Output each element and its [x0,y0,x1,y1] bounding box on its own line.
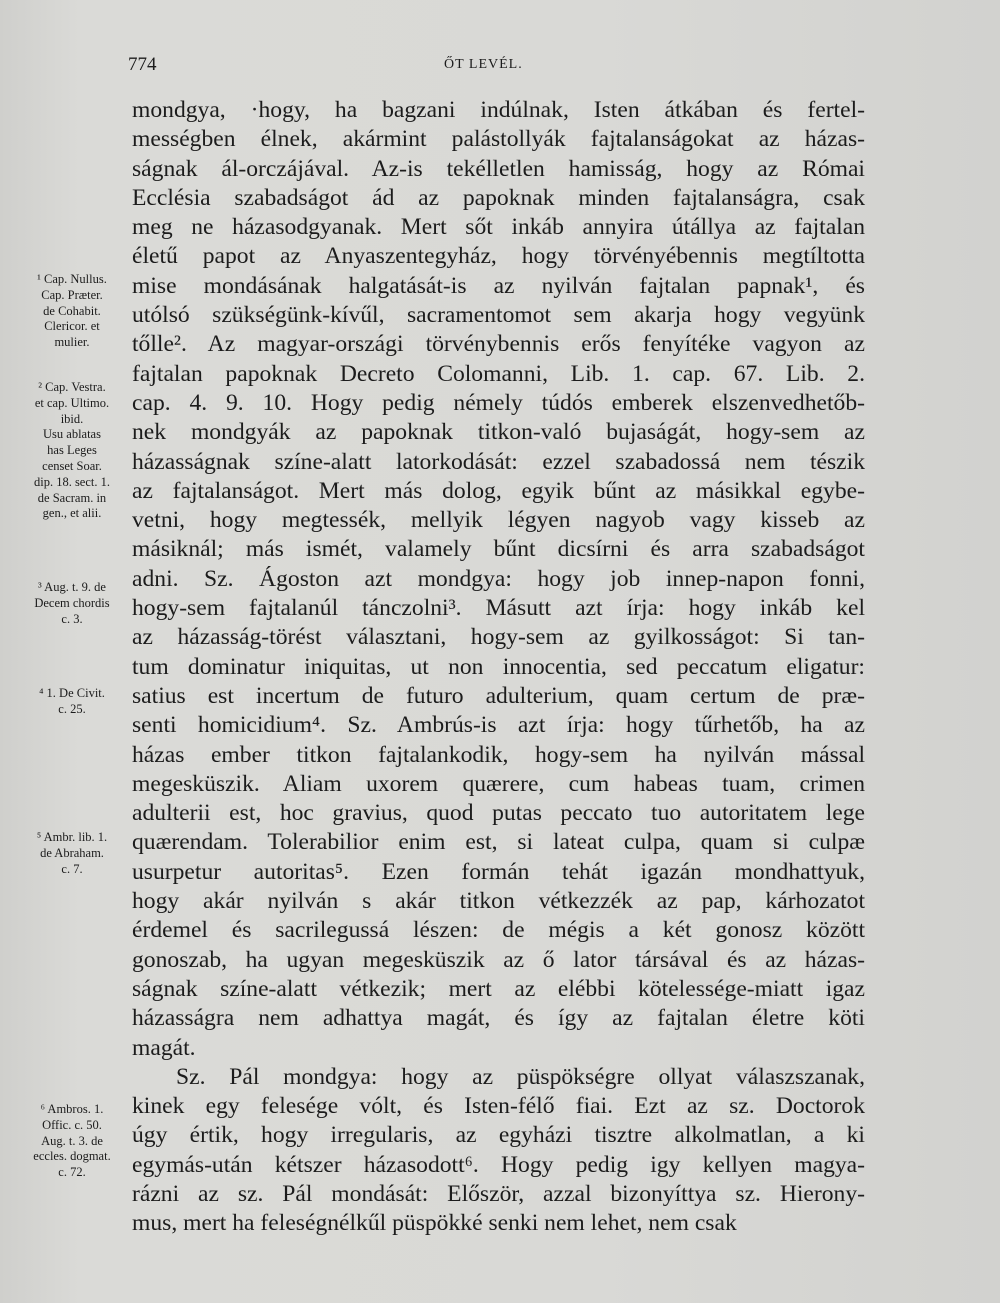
text-line: másiknál; más ismét, valamely bűnt dicsírni és arra szabadságot [132,536,865,563]
text-line: meg ne házasodgyanak. Mert sőt inkáb annyira útállya az fajtalan [132,214,865,241]
text-line: életű papot az Anyaszentegyház, hogy törvényébennis megtíltotta [132,243,865,270]
text-line: kinek egy felesége vólt, és Isten-félő fiai. Ezt az sz. Doctorok [132,1093,865,1120]
text-line: érdemel és sacrilegussá lészen: de mégis a két gonosz között [132,917,865,944]
text-line: Sz. Pál mondgya: hogy az püspökségre ollyat válaszszanak, [176,1063,865,1090]
text-line: gonoszab, ha ugyan megesküszik az ő lator társával és az házas- [132,946,865,973]
margin-note-line: ² Cap. Vestra. [38,380,106,394]
text-line: tőlle². Az magyar-országi törvénybennis erős fenyítéke vagyon az [132,331,865,358]
text-line: egymás-után kétszer házasodott⁶. Hogy pedig igy kellyen magya- [132,1151,865,1178]
margin-note-line: c. 3. [61,611,83,626]
margin-note-line: de Abraham. [40,845,104,860]
margin-note-line: Cap. Præter. [41,287,103,302]
margin-note-line: Decem chordis [34,595,110,610]
margin-note-line: ³ Aug. t. 9. de [38,580,106,594]
margin-note [16,1102,128,1181]
margin-note-line: et cap. Ultimo. [34,395,110,410]
margin-note-line: de Sacram. in [37,490,107,505]
margin-note [16,830,128,877]
text-line: mus, mert ha feleségnélkűl püspökké senki nem lehet, nem csak [132,1210,737,1237]
margin-note-line: dip. 18. sect. 1. [33,474,111,489]
margin-note [16,380,128,522]
text-line: mondgya, ·hogy, ha bagzani indúlnak, Isten átkában és fertel- [132,97,865,123]
margin-note-line: has Leges [47,443,97,458]
text-line: hogy-sem fajtalanúl tánczolni³. Másutt azt írja: hogy inkáb kel [132,595,865,622]
margin-note [16,272,128,351]
page-number: 774 [128,54,157,75]
text-line: usurpetur autoritas⁵. Ezen formán tehát igazán mondhattyuk, [132,858,865,885]
text-line: satius est incertum de futuro adulterium, quam certum de præ- [132,682,865,709]
text-line: nek mondgyák az papoknak titkon-való bujaságát, hogy-sem az [132,419,865,446]
text-line: rázni az sz. Pál mondását: Először, azzal bizonyíttya sz. Hierony- [132,1180,865,1207]
text-line: mességben élnek, akármint palástollyák fajtalanságokat az házas- [132,126,865,153]
text-line: házas ember titkon fajtalankodik, hogy-sem ha nyilván mással [132,741,865,768]
margin-note [16,580,128,627]
margin-note-line: ¹ Cap. Nullus. [37,272,107,286]
running-title: ŐT LEVÉL. [444,57,523,72]
text-line: Ecclésia szabadságot ád az papoknak minden fajtalanságra, csak [132,184,865,211]
text-line: házasságnak színe-alatt latorkodását: ezzel szabadossá nem tészik [132,448,865,475]
margin-note-line: eccles. dogmat. [33,1149,111,1164]
text-line: quærendam. Tolerabilior enim est, si lateat culpa, quam si culpæ [132,829,865,856]
text-line: vetni, hogy megtessék, mellyik légyen nagyob vagy kisseb az [132,507,865,534]
text-line: az fajtalanságot. Mert más dolog, egyik bűnt az másikkal egybe- [132,477,865,504]
margin-note-line: Offic. c. 50. [42,1117,102,1132]
margin-note-line: ibid. [60,411,84,426]
text-line: megesküszik. Aliam uxorem quærere, cum habeas tuam, crimen [132,770,865,797]
margin-note-line: censet Soar. [42,458,102,473]
text-line: mise mondásának halgatását-is az nyilván fajtalan papnak¹, és [132,272,865,299]
margin-note-line: c. 7. [61,861,83,876]
margin-note-line: Usu ablatas [43,427,101,442]
main-text [132,96,865,1239]
text-line: ságnak ál-orczájával. Az-is tekélletlen hamisság, hogy az Római [132,155,865,182]
text-line: házasságra nem adhattya magát, és így az fajtalan életre köti [132,1005,865,1032]
margin-note-line: ⁴ 1. De Civit. [39,686,105,700]
text-line: adulterii est, hoc gravius, quod putas peccato tuo autoritatem lege [132,800,865,827]
margin-note-line: de Cohabit. [43,303,101,318]
text-line: magát. [132,1034,196,1061]
text-line: senti homicidium⁴. Sz. Ambrús-is azt írja: hogy tűrhetőb, ha az [132,712,865,739]
text-line: az házasság-törést választani, hogy-sem az gyilkosságot: Si tan- [132,624,865,651]
text-line: adni. Sz. Ágoston azt mondgya: hogy job innep-napon fonni, [132,565,865,592]
margin-note [16,686,128,718]
margin-note-line: Clericor. et [44,319,100,334]
text-line: fajtalan papoknak Decreto Colomanni, Lib. 1. cap. 67. Lib. 2. [132,360,865,387]
margin-note-line: c. 72. [58,1165,86,1180]
margin-note-line: ⁵ Ambr. lib. 1. [36,830,108,844]
text-line: tum dominatur iniquitas, ut non innocentia, sed peccatum eligatur: [132,653,865,680]
margin-note-line: Aug. t. 3. de [41,1133,103,1148]
margin-note-line: mulier. [54,335,90,350]
margin-note-line: c. 25. [58,701,86,716]
margin-note-line: ⁶ Ambros. 1. [40,1102,104,1116]
text-line: utólsó szükségünk-kívűl, sacramentomot sem akarja hogy vegyünk [132,302,865,329]
margin-note-line: gen., et alii. [42,506,102,521]
text-line: úgy értik, hogy irregularis, az egyházi tisztre alkolmatlan, a ki [132,1122,865,1149]
text-line: hogy akár nyilván s akár titkon vétkezzék az pap, kárhozatot [132,888,865,915]
text-line: cap. 4. 9. 10. Hogy pedig némely túdós emberek elszenvedhetőb- [132,389,865,416]
text-line: ságnak színe-alatt vétkezik; mert az elébbi kötelessége-miatt igaz [132,975,865,1002]
